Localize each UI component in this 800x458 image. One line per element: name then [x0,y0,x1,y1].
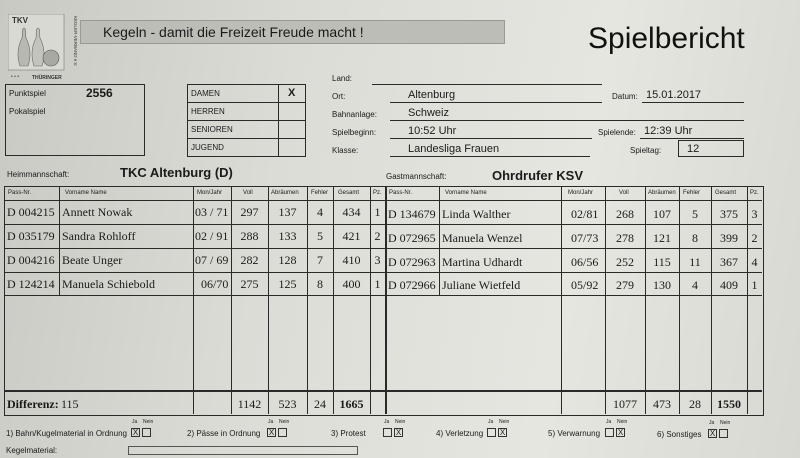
spielende-value: 12:39 Uhr [640,125,744,139]
guest-abraeumen: 130 [653,278,671,292]
home-fehler: 4 [317,205,323,219]
ja-label: Ja [488,419,494,425]
home-fehler: 7 [317,253,323,267]
check-nein-box[interactable] [278,428,287,437]
guest-voll: 278 [616,231,634,245]
guest-fehler: 8 [692,231,698,245]
check-ja-box[interactable]: X [268,428,275,437]
guest-player-name: Manuela Wenzel [442,231,523,245]
guest-team-name: Ohrdrufer KSV [492,168,584,183]
home-pz: 1 [374,205,381,219]
home-abraeumen: 133 [278,229,297,243]
category-label: DAMEN [191,89,220,98]
guest-pass-nr: D 072963 [388,255,436,269]
logo-top-text: TKV [12,16,28,25]
header-mon-jahr: Mon/Jahr [568,190,594,196]
header-abraeumen: Abräumen [271,190,299,196]
guest-player-date: 02/81 [571,207,599,221]
guest-player-date: 07/73 [571,231,599,245]
home-abraeumen: 125 [278,277,297,291]
home-team-name: TKC Altenburg (D) [120,165,233,180]
header-gesamt: Gesamt [338,190,360,196]
category-mark: X [288,87,296,99]
check-nein-box[interactable]: X [395,428,402,437]
category-row [188,121,305,139]
category-label: JUGEND [191,143,224,152]
home-gesamt: 434 [342,205,361,219]
guest-gesamt: 367 [720,255,738,269]
guest-player-name: Martina Udhardt [442,255,523,269]
klasse-value: Landesliga Frauen [390,143,590,157]
nein-label: Nein [279,419,290,425]
ja-label: Ja [132,419,138,425]
guest-pz: 2 [751,231,758,245]
home-pass-nr: D 035179 [7,229,55,243]
guest-gesamt: 399 [720,231,738,245]
category-row [188,85,305,103]
header-abraeumen: Abräumen [648,190,676,196]
guest-pz: 1 [751,278,758,292]
guest-voll: 279 [616,278,634,292]
home-pass-nr: D 004215 [7,205,55,219]
guest-total-gesamt: 1550 [717,397,741,411]
guest-total-fehler: 28 [689,397,701,411]
check-nein-box[interactable] [142,428,151,437]
spielbeginn-value: 10:52 Uhr [390,125,592,139]
guest-total-abraeumen: 473 [653,397,671,411]
header-name: Vorname Name [445,190,487,196]
home-pz: 2 [374,229,381,243]
home-fehler: 8 [317,277,323,291]
guest-team-label: Gastmannschaft: [386,172,447,181]
guest-gesamt: 409 [720,278,738,292]
slogan-banner: Kegeln - damit die Freizeit Freude macht ! [80,20,505,44]
guest-abraeumen: 107 [653,207,671,221]
home-player-date: 07 / 69 [195,253,229,267]
logo-side-text: KEGLER-VERBAND e.V. [73,16,78,67]
klasse-label: Klasse: [332,146,359,155]
check-label: 5) Verwarnung [548,429,601,438]
ja-label: Ja [384,419,390,425]
header-name: Vorname Name [65,190,107,196]
guest-pass-nr: D 072966 [388,278,436,292]
home-player-date: 06/70 [201,277,229,291]
check-ja-box[interactable] [605,428,614,437]
guest-abraeumen: 121 [653,231,671,245]
guest-pass-nr: D 072965 [388,231,436,245]
header-voll: Voll [243,190,253,196]
home-player-name: Annett Nowak [62,205,133,219]
home-voll: 288 [240,229,259,243]
header-fehler: Fehler [683,190,701,196]
home-gesamt: 400 [342,277,361,291]
nein-label: Nein [617,419,628,425]
check-label: 6) Sonstiges [657,430,702,439]
guest-total-voll: 1077 [613,397,637,411]
home-total-fehler: 24 [314,397,326,411]
ja-label: Ja [709,420,715,426]
home-player-name: Beate Unger [62,253,123,267]
check-ja-box[interactable]: X [132,428,139,437]
check-label: 3) Protest [331,429,366,438]
guest-voll: 252 [616,255,634,269]
home-voll: 275 [240,277,259,291]
home-team-label: Heimmannschaft: [7,170,70,179]
category-box [187,84,306,157]
guest-voll: 268 [616,207,634,221]
nein-label: Nein [720,420,731,426]
guest-player-name: Juliane Wietfeld [442,278,521,292]
land-line [372,84,602,85]
svg-text:• • •: • • • [11,74,20,80]
guest-player-date: 05/92 [571,278,599,292]
punktspiel-number: 2556 [86,86,113,100]
spieltag-value: 12 [678,140,744,157]
kegelmaterial-label: Kegelmaterial: [6,446,58,455]
datum-value: 15.01.2017 [642,89,744,103]
nein-label: Nein [143,419,154,425]
header-mon-jahr: Mon/Jahr [197,190,223,196]
header-pass-nr: Pass-Nr. [389,190,413,196]
category-label: SENIOREN [191,125,233,134]
home-pass-nr: D 124214 [7,277,55,291]
bahnanlage-value: Schweiz [390,107,744,121]
guest-fehler: 11 [689,255,701,269]
header-pass-nr: Pass-Nr. [8,190,32,196]
home-gesamt: 410 [342,253,361,267]
home-total-voll: 1142 [237,397,262,411]
guest-pz: 3 [751,207,758,221]
ort-label: Ort: [332,92,346,101]
differenz-value: 115 [61,397,79,411]
check-ja-box[interactable] [383,428,392,437]
check-ja-box[interactable] [487,428,496,437]
guest-gesamt: 375 [720,207,738,221]
home-abraeumen: 128 [278,253,297,267]
kegel-ball-icon [43,50,59,66]
kegelmaterial-field[interactable] [128,446,358,455]
home-pass-nr: D 004216 [7,253,55,267]
punktspiel-label: Punktspiel [9,89,46,98]
guest-fehler: 4 [692,278,698,292]
land-label: Land: [332,74,353,83]
check-ja-box[interactable]: X [709,429,716,438]
nein-label: Nein [499,419,510,425]
home-voll: 297 [240,205,259,219]
home-abraeumen: 137 [278,205,297,219]
datum-label: Datum: [612,92,638,101]
guest-pass-nr: D 134679 [388,207,436,221]
score-table [4,186,764,416]
header-voll: Voll [619,190,629,196]
pokalspiel-label: Pokalspiel [9,107,46,116]
check-label: 1) Bahn/Kugelmaterial in Ordnung [6,429,127,438]
check-nein-box[interactable]: X [617,428,624,437]
guest-pz: 4 [751,255,758,269]
home-total-abraeumen: 523 [278,397,297,411]
ja-label: Ja [268,419,274,425]
guest-abraeumen: 115 [653,255,671,269]
home-player-date: 03 / 71 [195,205,229,219]
category-label: HERREN [191,107,225,116]
check-nein-box[interactable]: X [499,428,506,437]
differenz-label: Differenz: [7,397,59,411]
tkv-logo [8,14,78,84]
home-total-gesamt: 1665 [339,397,364,411]
home-pz: 3 [374,253,381,267]
home-player-name: Sandra Rohloff [62,229,136,243]
nein-label: Nein [395,419,406,425]
report-title: Spielbericht [588,22,745,55]
header-gesamt: Gesamt [715,190,737,196]
home-pz: 1 [374,277,381,291]
ja-label: Ja [606,419,612,425]
guest-fehler: 5 [692,207,698,221]
home-gesamt: 421 [342,229,361,243]
spielende-label: Spielende: [598,128,636,137]
header-pz: Pz. [373,190,382,196]
game-type-box [5,84,145,156]
header-pz: Pz. [750,190,759,196]
home-player-name: Manuela Schiebold [62,277,155,291]
guest-player-date: 06/56 [571,255,599,269]
check-label: 4) Verletzung [436,429,484,438]
check-label: 2) Pässe in Ordnung [187,429,261,438]
guest-player-name: Linda Walther [442,207,511,221]
check-nein-box[interactable] [719,429,728,438]
home-voll: 282 [240,253,259,267]
home-player-date: 02 / 91 [195,229,229,243]
logo-bottom-text: THÜRINGER [32,75,62,81]
category-row [188,103,305,121]
home-fehler: 5 [317,229,323,243]
category-row [188,139,305,157]
spieltag-label: Spieltag: [630,146,662,155]
header-fehler: Fehler [311,190,329,196]
spielbeginn-label: Spielbeginn: [332,128,377,137]
ort-value: Altenburg [390,89,602,103]
bahnanlage-label: Bahnanlage: [332,110,377,119]
